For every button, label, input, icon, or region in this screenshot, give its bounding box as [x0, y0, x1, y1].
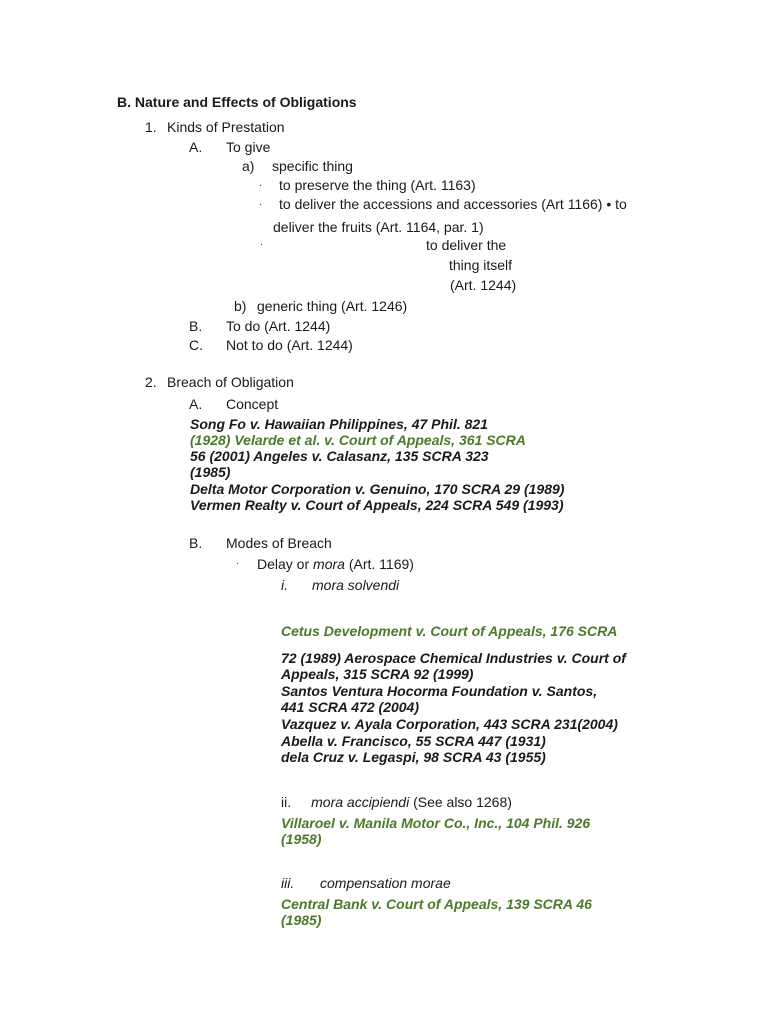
case-citation: Appeals, 315 SCRA 92 (1999): [281, 666, 474, 682]
see-also-note: (See also 1268): [409, 794, 512, 810]
subitem-specific-thing: specific thing: [272, 158, 353, 174]
case-citation: Cetus Development v. Court of Appeals, 176 SCRA: [281, 623, 618, 639]
case-citation: Vazquez v. Ayala Corporation, 443 SCRA 231(2004): [281, 716, 618, 732]
bullet-deliver-thing-1: to deliver the: [426, 237, 507, 253]
case-citation: (1985): [190, 464, 231, 480]
item-to-do: To do (Art. 1244): [226, 318, 331, 334]
bullet-icon: ·: [259, 180, 263, 191]
breach-title: Breach of Obligation: [167, 374, 294, 390]
case-citation: Central Bank v. Court of Appeals, 139 SCRA 46: [281, 896, 592, 912]
case-citation: (1985): [281, 912, 322, 928]
case-citation: 56 (2001) Angeles v. Calasanz, 135 SCRA 323: [190, 448, 489, 464]
subitem-generic-thing: generic thing (Art. 1246): [257, 298, 408, 314]
item-b-label: B.: [189, 318, 203, 334]
subitem-a-label: a): [242, 158, 255, 174]
case-citation: (1928) Velarde et al. v. Court of Appeals, 361 SCRA: [190, 432, 526, 448]
bullet-preserve-thing: to preserve the thing (Art. 1163): [279, 177, 476, 193]
bullet-icon: ·: [260, 239, 264, 250]
case-citation: 441 SCRA 472 (2004): [281, 699, 420, 715]
concept-label: A.: [189, 396, 203, 412]
mora-iii-label: iii.: [281, 875, 295, 891]
modes-label: B.: [189, 535, 203, 551]
mora-i-label: i.: [281, 577, 288, 593]
kinds-of-prestation-title: Kinds of Prestation: [167, 119, 285, 135]
bullet-deliver-thing-3: (Art. 1244): [450, 277, 517, 293]
case-citation: Song Fo v. Hawaiian Philippines, 47 Phil. 821: [190, 416, 488, 432]
mora-ii-label: ii.: [281, 794, 292, 810]
mora-solvendi: mora solvendi: [312, 577, 400, 593]
delay-line: [257, 556, 414, 573]
section-heading: B. Nature and Effects of Obligations: [117, 94, 357, 110]
item-to-give: To give: [226, 139, 271, 155]
compensation-morae: compensation morae: [320, 875, 451, 891]
list-number-2: 2.: [145, 374, 157, 390]
mora-term: mora: [313, 556, 345, 572]
case-citation: (1958): [281, 831, 322, 847]
case-citation: Santos Ventura Hocorma Foundation v. Santos,: [281, 683, 598, 699]
item-a-label: A.: [189, 139, 203, 155]
delay-text: Delay or: [257, 556, 314, 572]
concept-text: Concept: [226, 396, 279, 412]
modes-of-breach: Modes of Breach: [226, 535, 332, 551]
bullet-icon: ·: [259, 199, 263, 210]
bullet-deliver-fruits: deliver the fruits (Art. 1164, par. 1): [273, 219, 484, 235]
item-c-label: C.: [189, 337, 203, 353]
case-citation: Delta Motor Corporation v. Genuino, 170 SCRA 29 (1989): [190, 481, 565, 497]
bullet-deliver-accessions: to deliver the accessions and accessories (Art 1166) • to: [279, 196, 627, 212]
case-citation: 72 (1989) Aerospace Chemical Industries v. Court of: [281, 650, 626, 666]
case-citation: dela Cruz v. Legaspi, 98 SCRA 43 (1955): [281, 749, 546, 765]
case-citation: Villaroel v. Manila Motor Co., Inc., 104 Phil. 926: [281, 815, 591, 831]
delay-article: (Art. 1169): [344, 556, 414, 572]
bullet-icon: ·: [236, 558, 240, 569]
mora-accipiendi: mora accipiendi: [311, 794, 410, 810]
case-citation: Abella v. Francisco, 55 SCRA 447 (1931): [281, 733, 546, 749]
case-citation: Vermen Realty v. Court of Appeals, 224 SCRA 549 (1993): [190, 497, 564, 513]
bullet-deliver-thing-2: thing itself: [449, 257, 513, 273]
subitem-b-label: b): [234, 298, 247, 314]
item-not-to-do: Not to do (Art. 1244): [226, 337, 353, 353]
list-number-1: 1.: [145, 119, 157, 135]
mora-accipiendi-line: [281, 794, 512, 811]
